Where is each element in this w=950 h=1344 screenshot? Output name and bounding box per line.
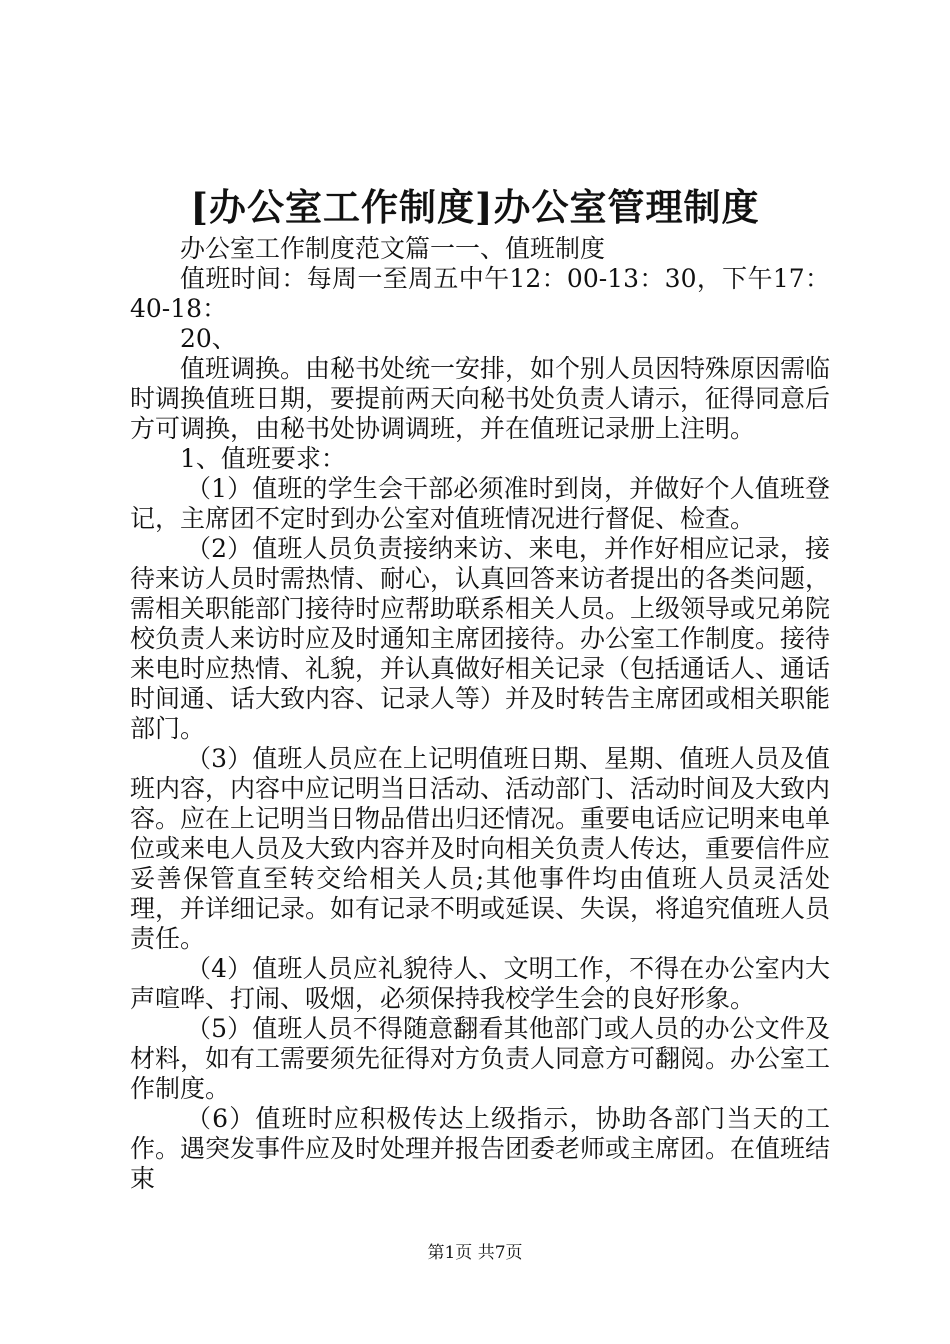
paragraph-req-2: （2）值班人员负责接纳来访、来电，并作好相应记录，接待来访人员时需热情、耐心，认真回答来访者提出的各类问题，需相关职能部门接待时应帮助联系相关人员。上级领导或兄弟院校负责人来访时应及时通知主席团接待。办公室工作制度。接待来电时应热情、礼貌，并认真做好相关记录（包括通话人、通话时间通、话大致内容、记录人等）并及时转告主席团或相关职能部门。 <box>130 534 831 743</box>
paragraph-req-4: （4）值班人员应礼貌待人、文明工作，不得在办公室内大声喧哗、打闹、吸烟，必须保持我校学生会的良好形象。 <box>130 954 830 1013</box>
document-title: [办公室工作制度]办公室管理制度 <box>190 185 760 229</box>
paragraph-duty-time: 值班时间：每周一至周五中午12：00-13：30，下午17：40-18： <box>130 264 830 323</box>
paragraph-req-3: （3）值班人员应在上记明值班日期、星期、值班人员及值班内容，内容中应记明当日活动、活动部门、活动时间及大致内容。应在上记明当日物品借出归还情况。重要电话应记明来电单位或来电人员及大致内容并及时向相关负责人传达，重要信件应妥善保管直至转交给相关人员;其他事件均由值班人员灵活处理，并详细记录。如有记录不明或延误、失误，将追究值班人员责任。 <box>130 744 831 953</box>
paragraph-req-6: （6）值班时应积极传达上级指示，协助各部门当天的工作。遇突发事件应及时处理并报告团委老师或主席团。在值班结束 <box>130 1104 831 1193</box>
paragraph-duty-time-cont: 20、 <box>180 324 237 353</box>
paragraph-req-5: （5）值班人员不得随意翻看其他部门或人员的办公文件及材料，如有工需要须先征得对方负责人同意方可翻阅。办公室工作制度。 <box>130 1014 831 1103</box>
paragraph-req-1: （1）值班的学生会干部必须准时到岗，并做好个人值班登记，主席团不定时到办公室对值班情况进行督促、检查。 <box>130 474 830 533</box>
paragraph-requirements-heading: 1、值班要求： <box>180 444 346 473</box>
page-footer: 第1页 共7页 <box>427 1243 523 1263</box>
paragraph-intro: 办公室工作制度范文篇一一、值班制度 <box>180 234 606 263</box>
paragraph-duty-swap: 值班调换。由秘书处统一安排，如个别人员因特殊原因需临时调换值班日期，要提前两天向秘书处负责人请示，征得同意后方可调换，由秘书处协调调班，并在值班记录册上注明。 <box>130 354 831 443</box>
document-body <box>130 234 830 1194</box>
